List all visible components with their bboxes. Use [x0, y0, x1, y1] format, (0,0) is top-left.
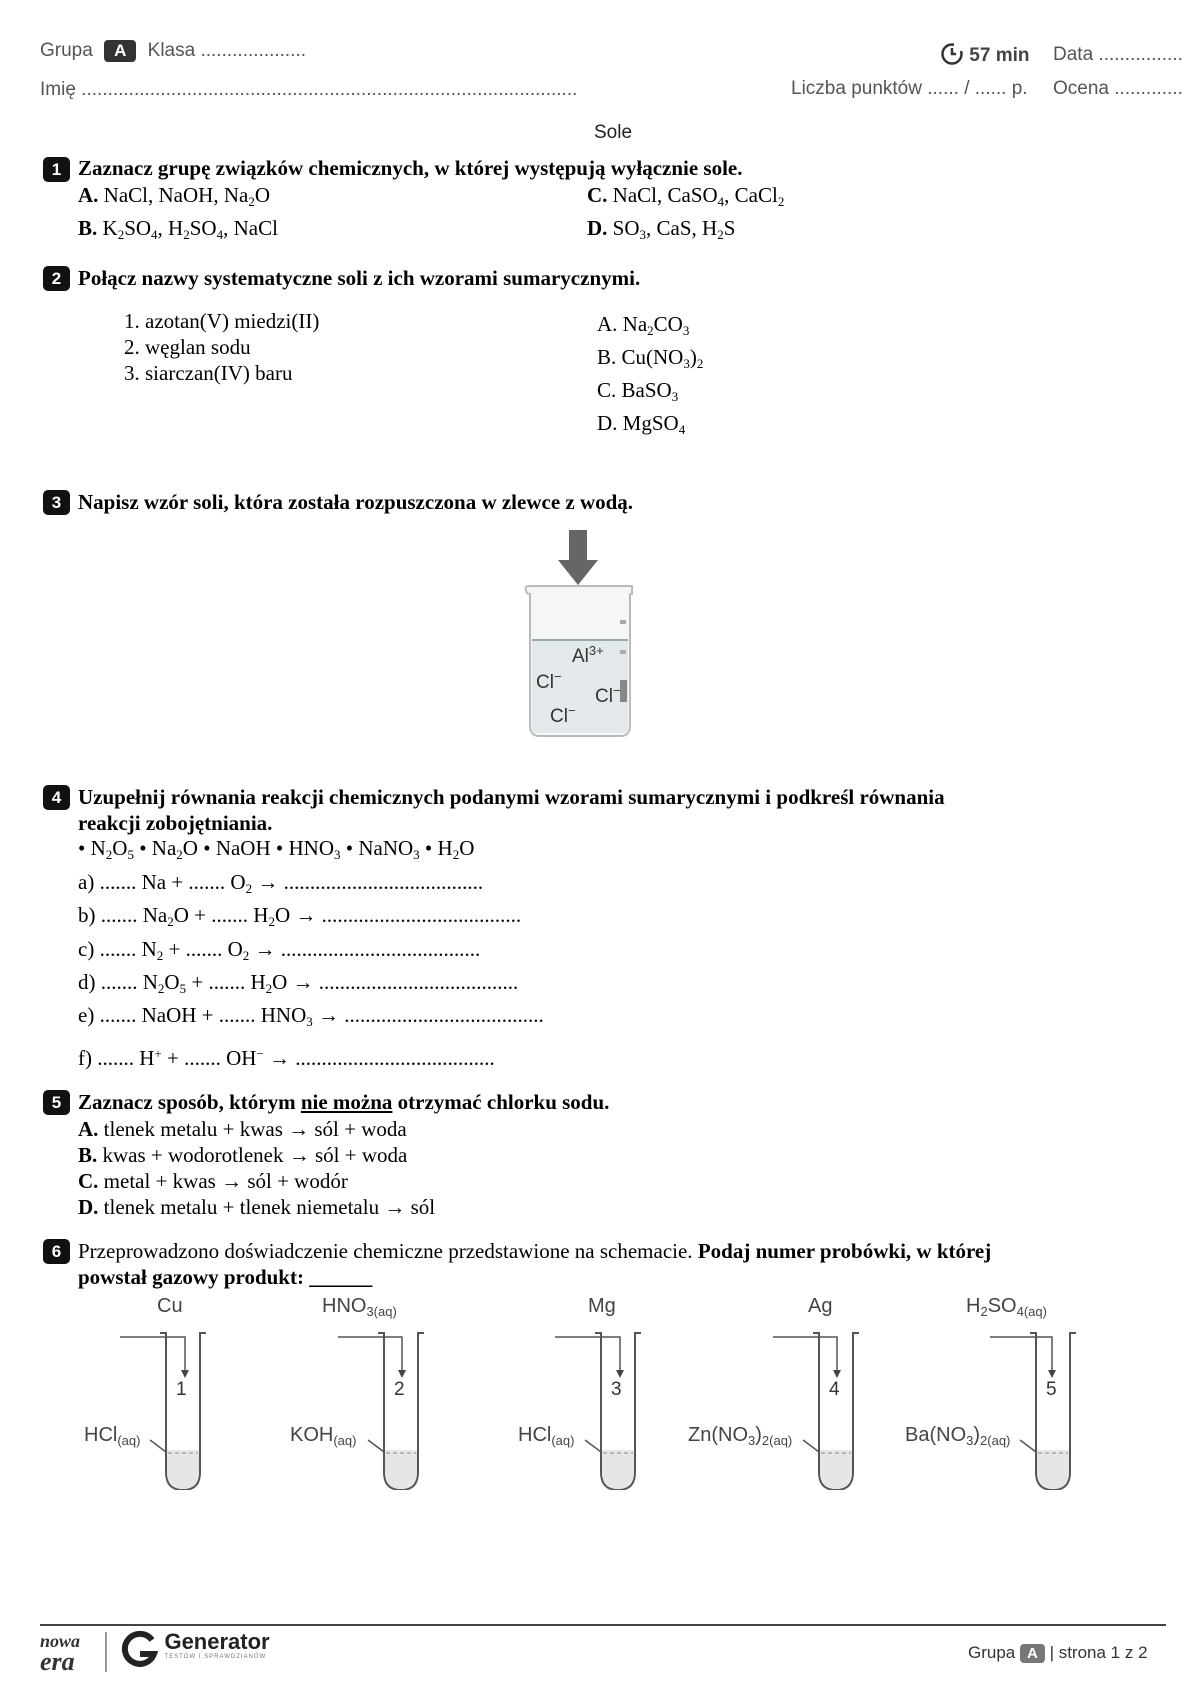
group-badge: A — [104, 40, 136, 62]
grade-field[interactable]: Ocena ............. — [1053, 78, 1183, 99]
q2-right-list — [597, 308, 703, 440]
q4-equation-f[interactable]: f) ....... H+ + ....... OH− → ...................................... — [78, 1046, 495, 1070]
q1-option-a[interactable]: A. NaCl, NaOH, $Na_2O$ — [78, 183, 270, 209]
q5-option-c[interactable]: C. metal + kwas → sól + wodór — [78, 1169, 348, 1193]
logo-separator — [105, 1632, 107, 1672]
q1-option-d[interactable]: D. $SO_3$, CaS, $H_2S$ — [587, 216, 736, 242]
footer-divider — [40, 1624, 1166, 1626]
clock-icon — [940, 42, 964, 66]
question-4-text-line1: Uzupełnij równania reakcji chemicznych podanymi wzorami sumarycznymi i podkreśl równania — [78, 785, 945, 809]
tube-4-solution: $Zn(NO_3)_{2(aq)}$ — [688, 1424, 793, 1448]
q5-option-d[interactable]: D. tlenek metalu + tlenek niemetalu → sól — [78, 1195, 436, 1219]
beaker-illustration — [520, 530, 640, 740]
tube-4-reagent: Ag — [808, 1295, 833, 1317]
timer — [940, 42, 1029, 67]
ion-cl: Cl− — [536, 669, 562, 693]
question-number-5: 5 — [43, 1090, 70, 1115]
ion-al: $Al^{3+}$ — [572, 643, 604, 667]
tube-number: 1 — [176, 1379, 187, 1400]
footer-page-info: Grupa A | strona 1 z 2 — [968, 1643, 1148, 1662]
q2-left-item[interactable]: 3. siarczan(IV) baru — [124, 361, 293, 385]
class-field[interactable]: Klasa .................... — [147, 40, 307, 61]
tube-number: 5 — [1046, 1379, 1057, 1400]
tube-2-solution: $KOH_{(aq)}$ — [290, 1424, 357, 1448]
q2-right-item[interactable]: B. $Cu(NO_3)_2$ — [597, 345, 704, 371]
ion-cl: Cl− — [550, 703, 576, 727]
name-field[interactable]: Imię .............................................................................................. — [40, 79, 578, 100]
group-label: Grupa — [40, 40, 93, 61]
q2-right-item[interactable]: A. $Na_2CO_3$ — [597, 312, 690, 338]
header-group — [40, 40, 306, 62]
tube-3-solution: HCl$_{(aq)}$ — [518, 1424, 575, 1448]
tube-1-reagent: Cu — [157, 1295, 183, 1317]
question-number-4: 4 — [43, 785, 70, 810]
q2-left-item[interactable]: 2. węglan sodu — [124, 335, 251, 359]
question-3-text: Napisz wzór soli, która została rozpuszczona w zlewce z wodą. — [78, 490, 634, 514]
generator-g-icon — [120, 1630, 158, 1670]
q4-equation-a[interactable]: a) ....... Na + ....... $O_2$ → ...................................... — [78, 870, 484, 896]
tube-5-solution: $Ba(NO_3)_{2(aq)}$ — [905, 1424, 1011, 1448]
question-number-3: 3 — [43, 490, 70, 515]
tube-number: 2 — [394, 1379, 405, 1400]
time-value: 57 min — [969, 45, 1030, 66]
page-title: Sole — [594, 122, 633, 143]
question-6-text: Przeprowadzono doświadczenie chemiczne przedstawione na schemacie. Podaj numer probówki, w której — [78, 1239, 992, 1263]
tube-number: 3 — [611, 1379, 622, 1400]
tube-number: 4 — [829, 1379, 840, 1400]
question-number-2: 2 — [43, 266, 70, 291]
question-2-text: Połącz nazwy systematyczne soli z ich wzorami sumarycznymi. — [78, 266, 641, 290]
question-number-6: 6 — [43, 1239, 70, 1264]
generator-logo: Generator TESTÓW I SPRAWDZIANÓW — [120, 1630, 270, 1670]
nowa-era-logo: nowa era — [40, 1631, 81, 1676]
q2-left-list — [124, 308, 319, 386]
q4-equation-c[interactable]: c) ....... $N_2$ + ....... $O_2$ → ...................................... — [78, 937, 481, 963]
question-4-text-line2: reakcji zobojętniania. — [78, 811, 273, 835]
q5-option-b[interactable]: B. kwas + wodorotlenek → sól + woda — [78, 1143, 408, 1167]
q4-equation-b[interactable]: b) ....... $Na_2O$ + ....... $H_2O$ → ...................................... — [78, 903, 522, 929]
q1-option-b[interactable]: B. $K_2SO_4$, $H_2SO_4$, NaCl — [78, 216, 278, 242]
question-number-1: 1 — [43, 157, 70, 182]
tube-1-solution: HCl$_{(aq)}$ — [84, 1424, 141, 1448]
ion-cl: Cl− — [595, 683, 621, 707]
points-field[interactable]: Liczba punktów ...... / ...... p. — [791, 78, 1028, 99]
q2-right-item[interactable]: D. MgSO$_4$ — [597, 411, 686, 437]
q5-options — [78, 1116, 435, 1220]
q4-equation-d[interactable]: d) ....... $N_2O_5$ + ....... $H_2O$ → ...................................... — [78, 970, 519, 996]
q1-option-c[interactable]: C. NaCl, CaSO$_4$, CaCl$_2$ — [587, 183, 785, 209]
beaker-drawing — [520, 530, 640, 740]
q4-formula-list: • $N_2O_5$ • $Na_2O$ • NaOH • $HNO_3$ • NaNO$_3$ • $H_2O$ — [78, 836, 475, 862]
q4-equation-e[interactable]: e) ....... NaOH + ....... $HNO_3$ → ...................................... — [78, 1003, 544, 1029]
question-6-answer-line[interactable]: powstał gazowy produkt: ______ — [78, 1265, 373, 1289]
date-field[interactable]: Data ................ — [1053, 44, 1183, 65]
q2-right-item[interactable]: C. BaSO$_3$ — [597, 378, 679, 404]
tube-2-reagent: $HNO_{3(aq)}$ — [322, 1295, 397, 1319]
question-1-text: Zaznacz grupę związków chemicznych, w której występują wyłącznie sole. — [78, 156, 743, 180]
footer-group-badge: A — [1020, 1644, 1045, 1663]
question-5-text: Zaznacz sposób, którym nie można otrzymać chlorku sodu. — [78, 1090, 610, 1114]
tube-3-reagent: Mg — [588, 1295, 616, 1317]
q2-left-item[interactable]: 1. azotan(V) miedzi(II) — [124, 309, 320, 333]
tube-5-reagent: $H_2SO_{4(aq)}$ — [966, 1295, 1047, 1319]
q5-option-a[interactable]: A. tlenek metalu + kwas → sól + woda — [78, 1117, 407, 1141]
